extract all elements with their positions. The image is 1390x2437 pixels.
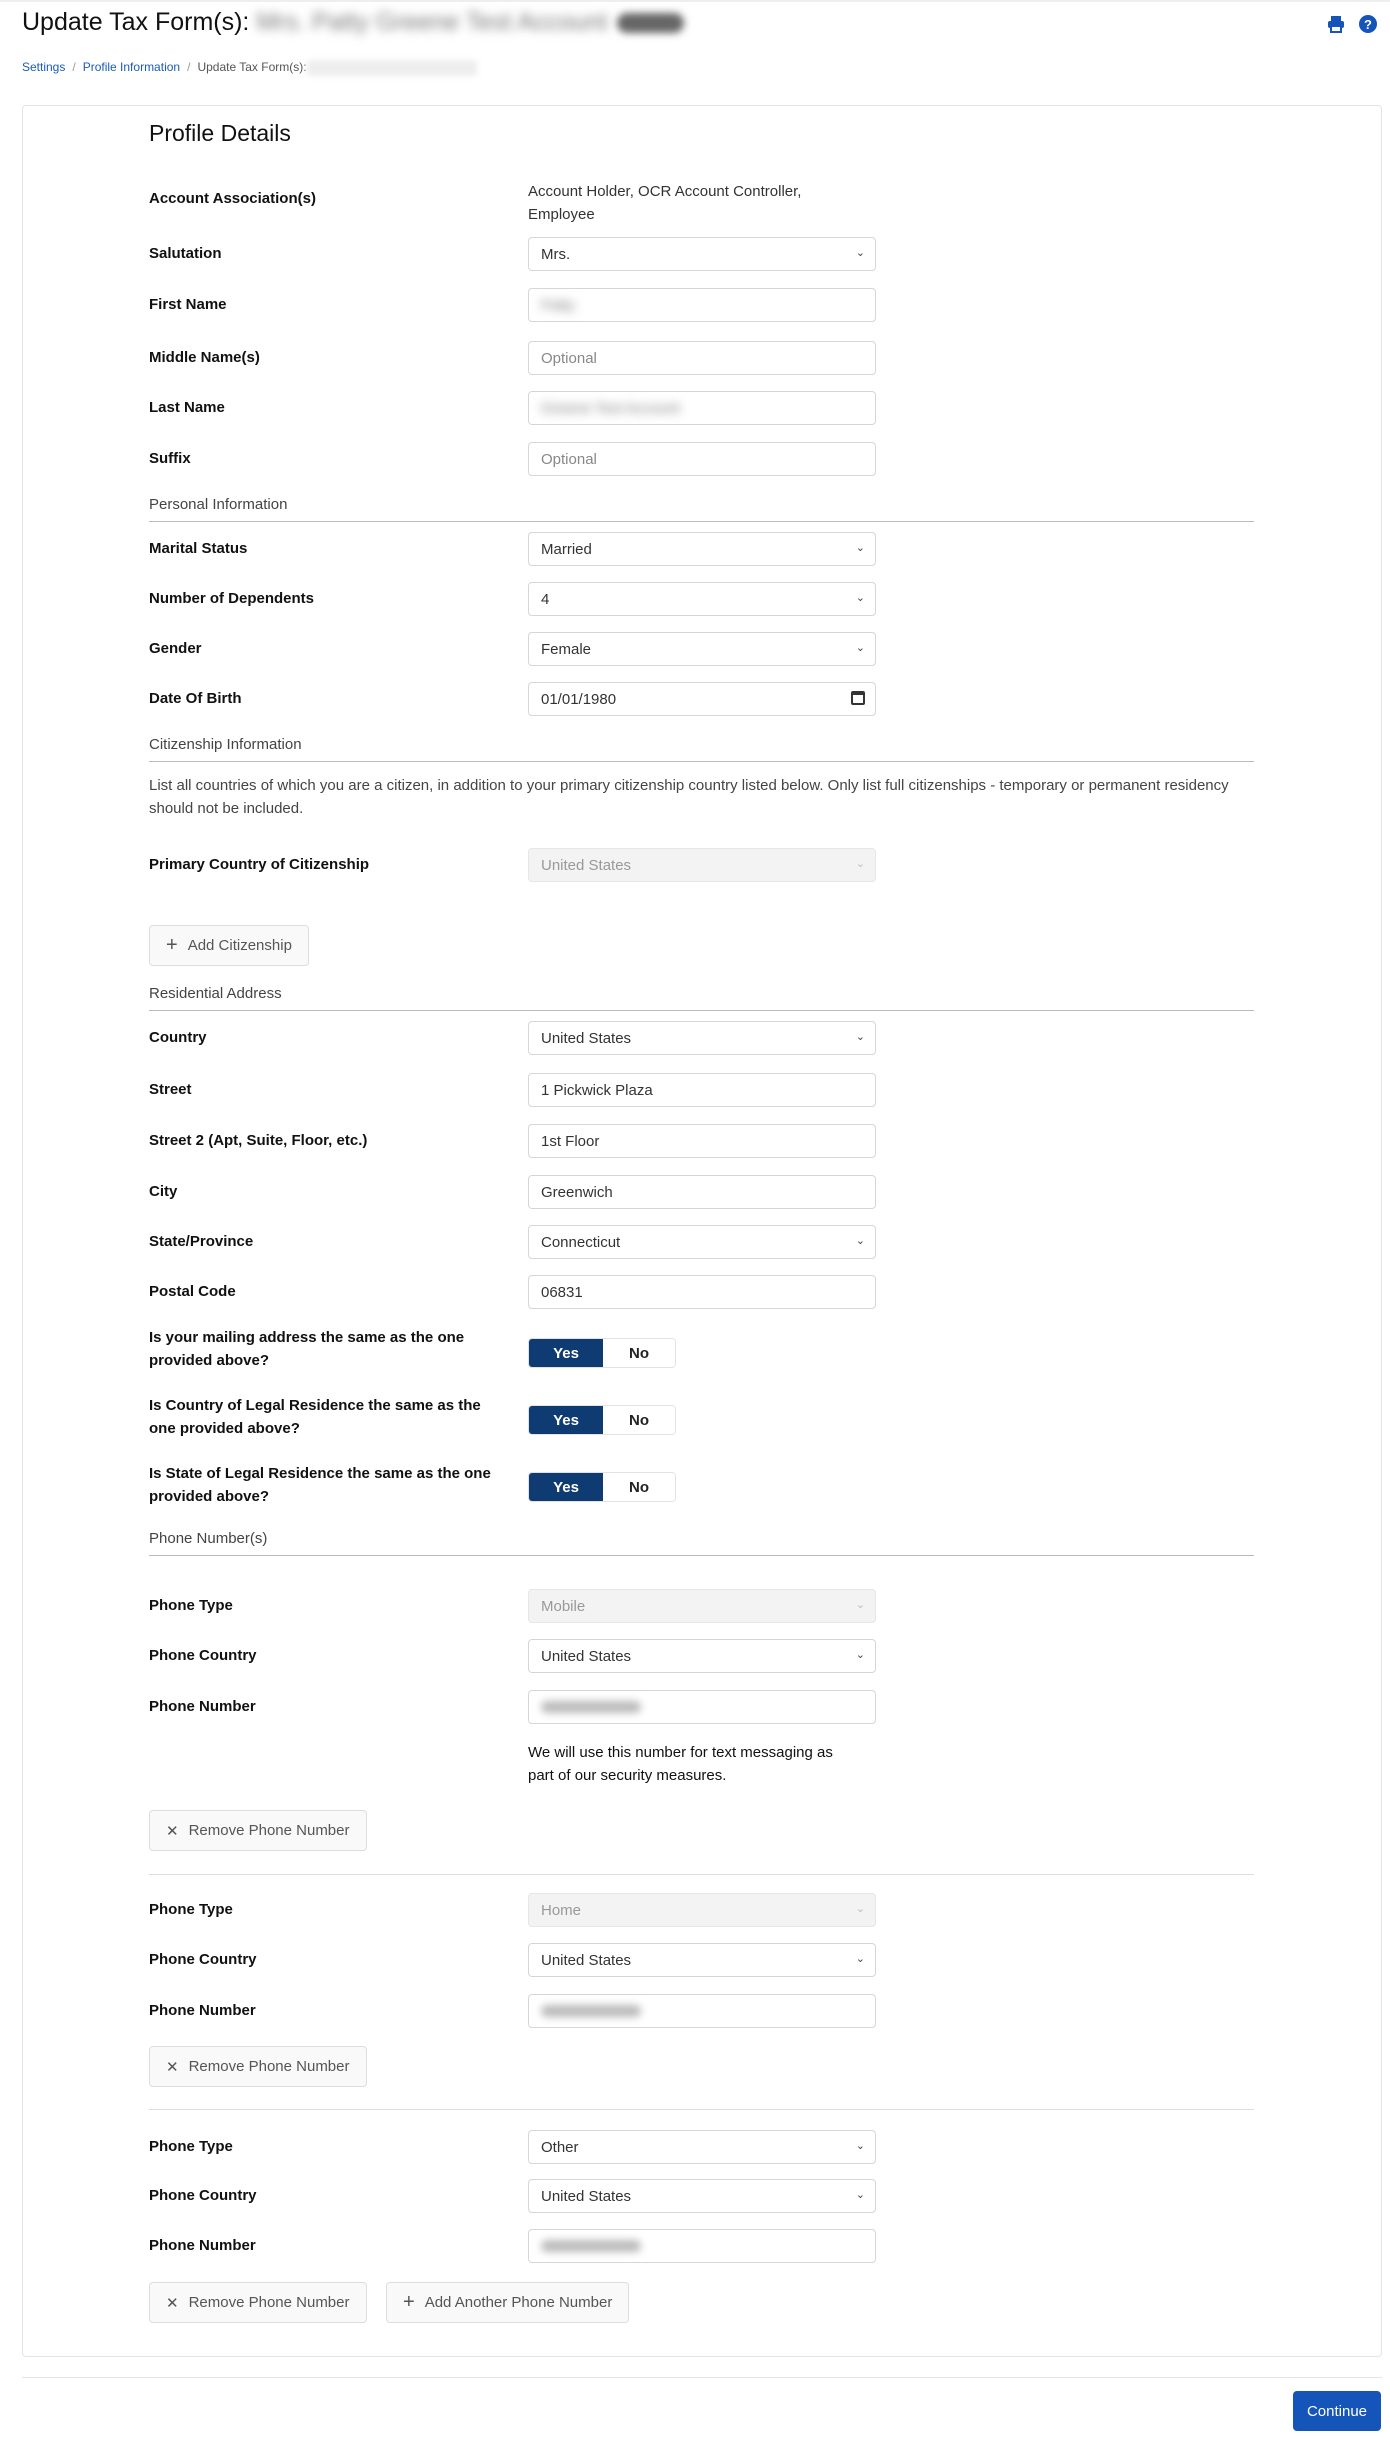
marital-status-label: Marital Status <box>149 540 248 557</box>
phone-type-label: Phone Type <box>149 2138 233 2155</box>
country-value: United States <box>541 1029 632 1047</box>
phone-number-label: Phone Number <box>149 2237 256 2254</box>
dob-label: Date Of Birth <box>149 690 242 707</box>
suffix-input[interactable] <box>528 442 876 476</box>
primary-citizenship-select[interactable] <box>528 848 876 882</box>
street2-input[interactable] <box>528 1124 876 1158</box>
add-phone-button[interactable] <box>386 2282 629 2323</box>
middle-name-placeholder: Optional <box>541 349 597 367</box>
note-line: We will use this number for text messaging as <box>528 1744 833 1761</box>
page-title <box>22 8 684 37</box>
salutation-label: Salutation <box>149 245 222 262</box>
mailing-address-question <box>149 1326 499 1372</box>
plus-icon: + <box>166 934 178 956</box>
account-name: Mrs. Patty Greene Test Account <box>256 8 608 36</box>
middle-name-label: Middle Name(s) <box>149 349 260 366</box>
country-select[interactable] <box>528 1021 876 1055</box>
phone-number-input[interactable] <box>528 1690 876 1724</box>
primary-citizenship-label: Primary Country of Citizenship <box>149 856 370 873</box>
account-association-line: Employee <box>528 206 595 223</box>
no-option[interactable]: No <box>603 1339 675 1367</box>
yes-option[interactable]: Yes <box>529 1473 603 1501</box>
breadcrumb: Settings / Profile Information / Update Tax Form(s): <box>22 60 477 76</box>
phone-type-label: Phone Type <box>149 1901 233 1918</box>
phone-number-input[interactable] <box>528 1994 876 2028</box>
chevron-down-icon: ⌄ <box>855 1031 865 1043</box>
footer-divider <box>22 2377 1382 2378</box>
phone-type-value: Mobile <box>541 1597 586 1615</box>
top-border <box>0 0 1390 2</box>
street-value: 1 Pickwick Plaza <box>541 1081 653 1099</box>
no-option[interactable]: No <box>603 1406 675 1434</box>
citizenship-heading: Citizenship Information <box>149 736 1254 762</box>
phone-country-value: United States <box>541 1647 632 1665</box>
add-citizenship-button[interactable] <box>149 925 309 966</box>
dob-value: 01/01/1980 <box>541 690 617 708</box>
continue-button[interactable]: Continue <box>1293 2391 1381 2431</box>
suffix-placeholder: Optional <box>541 450 597 468</box>
calendar-icon[interactable] <box>851 691 865 705</box>
state-legal-residence-toggle <box>528 1472 676 1502</box>
street2-value: 1st Floor <box>541 1132 600 1150</box>
chevron-down-icon: ⌄ <box>855 2140 865 2152</box>
phone-number-label: Phone Number <box>149 2002 256 2019</box>
dob-input[interactable] <box>528 682 876 716</box>
dependents-label: Number of Dependents <box>149 590 315 607</box>
phone-country-select[interactable] <box>528 1943 876 1977</box>
phone-country-label: Phone Country <box>149 2187 257 2204</box>
account-association-value <box>528 180 801 226</box>
breadcrumb-current: Update Tax Form(s): <box>197 60 307 75</box>
note-line: part of our security measures. <box>528 1767 727 1784</box>
salutation-value: Mrs. <box>541 245 571 263</box>
postal-code-label: Postal Code <box>149 1283 236 1300</box>
gender-label: Gender <box>149 640 202 657</box>
question-line: Is State of Legal Residence the same as the one <box>149 1465 491 1482</box>
phone-country-select[interactable] <box>528 1639 876 1673</box>
add-citizenship-label: Add Citizenship <box>187 937 292 954</box>
remove-phone-label: Remove Phone Number <box>188 1822 350 1839</box>
add-phone-label: Add Another Phone Number <box>424 2294 613 2311</box>
country-legal-residence-question <box>149 1394 499 1440</box>
no-option[interactable]: No <box>603 1473 675 1501</box>
personal-information-heading: Personal Information <box>149 496 1254 522</box>
close-icon: ✕ <box>166 1822 179 1840</box>
phone-type-select[interactable] <box>528 2130 876 2164</box>
chevron-down-icon: ⌄ <box>855 1953 865 1965</box>
title-text: Update Tax Form(s): <box>22 8 250 36</box>
postal-code-value: 06831 <box>541 1283 583 1301</box>
chevron-down-icon: ⌄ <box>855 1903 865 1915</box>
chevron-down-icon: ⌄ <box>855 642 865 654</box>
remove-phone-button[interactable] <box>149 2282 367 2323</box>
remove-phone-button[interactable] <box>149 1810 367 1851</box>
yes-option[interactable]: Yes <box>529 1339 603 1367</box>
dependents-select[interactable] <box>528 582 876 616</box>
phone-type-value: Other <box>541 2138 579 2156</box>
breadcrumb-settings[interactable]: Settings <box>22 60 66 75</box>
postal-code-input[interactable] <box>528 1275 876 1309</box>
breadcrumb-profile-information[interactable]: Profile Information <box>82 60 181 75</box>
marital-status-value: Married <box>541 540 592 558</box>
state-legal-residence-question <box>149 1462 499 1508</box>
last-name-value: Greene Test Account <box>541 399 680 417</box>
middle-name-input[interactable] <box>528 341 876 375</box>
residential-address-heading: Residential Address <box>149 985 1254 1011</box>
question-line: Is Country of Legal Residence the same as the <box>149 1397 481 1414</box>
phone-country-select[interactable] <box>528 2179 876 2213</box>
phone-numbers-heading: Phone Number(s) <box>149 1530 1254 1556</box>
city-value: Greenwich <box>541 1183 613 1201</box>
question-line: Is your mailing address the same as the one <box>149 1329 465 1346</box>
marital-status-select[interactable] <box>528 532 876 566</box>
divider <box>149 2109 1254 2110</box>
section-heading: Profile Details <box>149 120 291 146</box>
state-select[interactable] <box>528 1225 876 1259</box>
first-name-label: First Name <box>149 296 227 313</box>
question-line: one provided above? <box>149 1420 300 1437</box>
salutation-select[interactable] <box>528 237 876 271</box>
svg-text:?: ? <box>1364 17 1372 32</box>
phone-country-label: Phone Country <box>149 1647 257 1664</box>
remove-phone-label: Remove Phone Number <box>188 2294 350 2311</box>
primary-citizenship-value: United States <box>541 856 632 874</box>
street2-label: Street 2 (Apt, Suite, Floor, etc.) <box>149 1132 368 1149</box>
city-input[interactable] <box>528 1175 876 1209</box>
first-name-value: Patty <box>541 296 576 314</box>
street-label: Street <box>149 1081 192 1098</box>
suffix-label: Suffix <box>149 450 191 467</box>
chevron-down-icon: ⌄ <box>855 858 865 870</box>
remove-phone-label: Remove Phone Number <box>188 2058 350 2075</box>
phone-number-label: Phone Number <box>149 1698 256 1715</box>
phone-country-value: United States <box>541 2187 632 2205</box>
phone-type-select[interactable] <box>528 1589 876 1623</box>
blurred-phone <box>541 1701 641 1713</box>
remove-phone-button[interactable] <box>149 2046 367 2087</box>
question-line: provided above? <box>149 1352 270 1369</box>
close-icon: ✕ <box>166 2294 179 2312</box>
phone-country-value: United States <box>541 1951 632 1969</box>
blurred-phone <box>541 2240 641 2252</box>
divider <box>149 1874 1254 1875</box>
question-line: provided above? <box>149 1488 270 1505</box>
chevron-down-icon: ⌄ <box>855 1235 865 1247</box>
last-name-label: Last Name <box>149 399 225 416</box>
plus-icon: + <box>403 2291 415 2313</box>
phone-number-input[interactable] <box>528 2229 876 2263</box>
gender-value: Female <box>541 640 592 658</box>
chevron-down-icon: ⌄ <box>855 1649 865 1661</box>
chevron-down-icon: ⌄ <box>855 1599 865 1611</box>
blurred-name <box>307 60 477 76</box>
first-name-input[interactable] <box>528 288 876 322</box>
phone-type-value: Home <box>541 1901 582 1919</box>
state-value: Connecticut <box>541 1233 621 1251</box>
mailing-address-toggle <box>528 1338 676 1368</box>
street-input[interactable] <box>528 1073 876 1107</box>
country-legal-residence-toggle <box>528 1405 676 1435</box>
last-name-input[interactable] <box>528 391 876 425</box>
gender-select[interactable] <box>528 632 876 666</box>
country-label: Country <box>149 1029 207 1046</box>
close-icon: ✕ <box>166 2058 179 2076</box>
status-badge: Active <box>617 13 683 33</box>
account-association-line: Account Holder, OCR Account Controller, <box>528 183 802 200</box>
phone-type-select[interactable] <box>528 1893 876 1927</box>
chevron-down-icon: ⌄ <box>855 542 865 554</box>
chevron-down-icon: ⌄ <box>855 247 865 259</box>
dependents-value: 4 <box>541 590 550 608</box>
phone-type-label: Phone Type <box>149 1597 233 1614</box>
print-icon <box>1326 14 1346 34</box>
city-label: City <box>149 1183 178 1200</box>
print-button[interactable] <box>1326 14 1346 39</box>
yes-option[interactable]: Yes <box>529 1406 603 1434</box>
help-button[interactable] <box>1358 14 1378 39</box>
state-label: State/Province <box>149 1233 254 1250</box>
help-icon <box>1358 14 1378 34</box>
chevron-down-icon: ⌄ <box>855 2189 865 2201</box>
chevron-down-icon: ⌄ <box>855 592 865 604</box>
citizenship-note: List all countries of which you are a citizen, in addition to your primary citizenship country listed below. Only list full citizenships - temporary or permanent residency should not be included. <box>149 777 1229 817</box>
blurred-phone <box>541 2005 641 2017</box>
phone-country-label: Phone Country <box>149 1951 257 1968</box>
account-association-label: Account Association(s) <box>149 190 316 207</box>
phone-sms-note <box>528 1741 833 1787</box>
